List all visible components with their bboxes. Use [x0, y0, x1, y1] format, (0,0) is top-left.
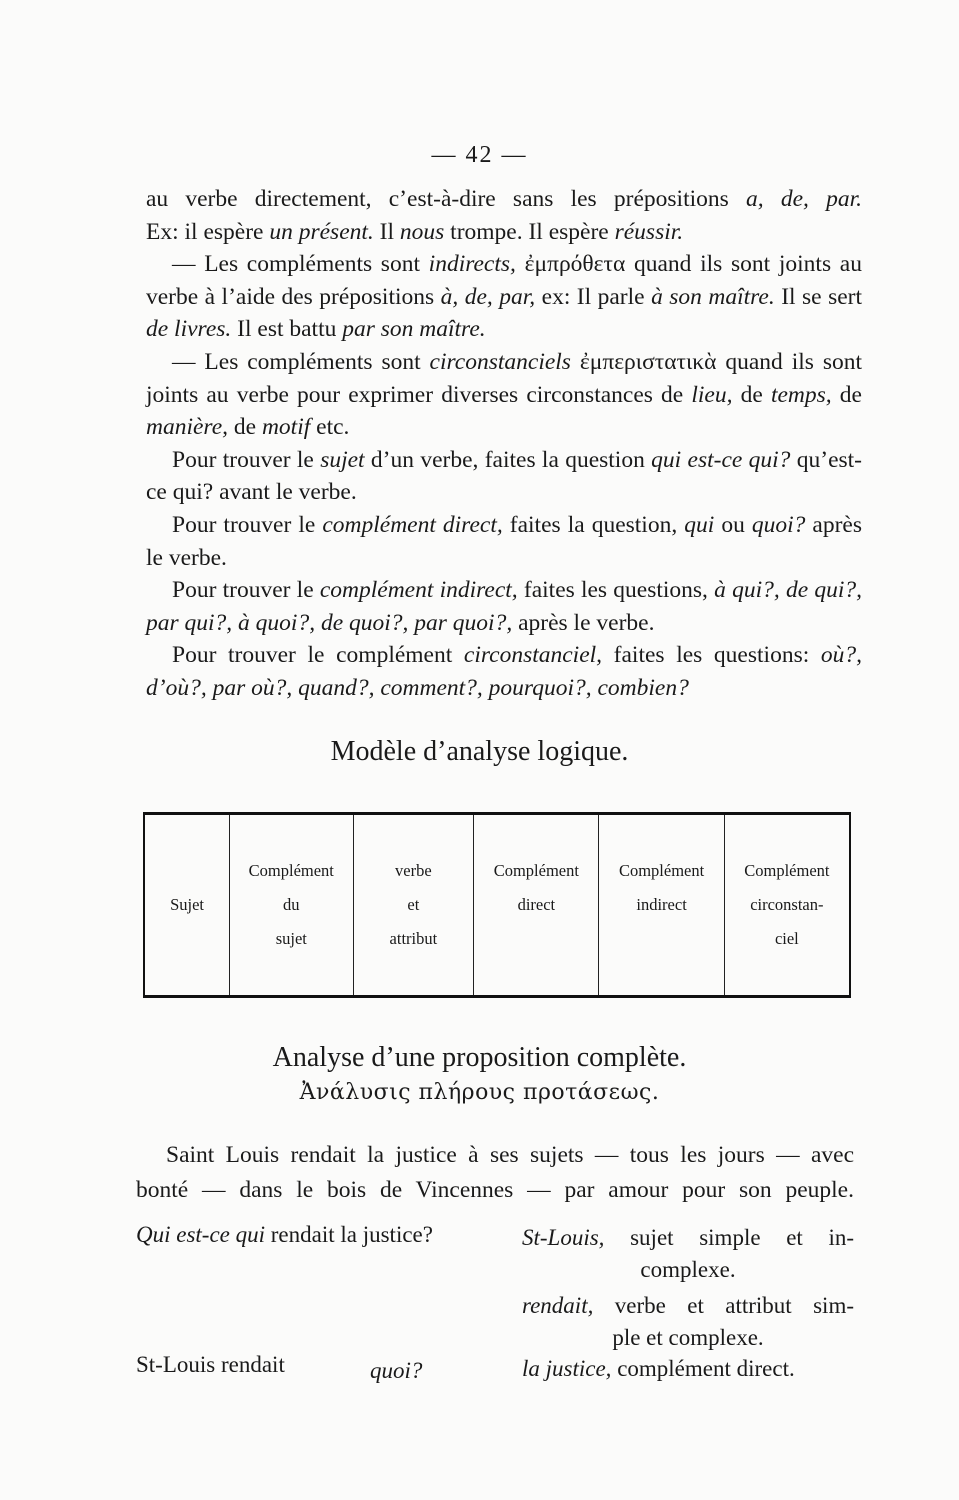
- table-cell-sujet: Sujet: [144, 814, 230, 997]
- question-direct: quoi?: [370, 1358, 423, 1383]
- paragraph: [146, 639, 862, 704]
- italic-text: à, de, par,: [440, 283, 536, 310]
- text-run: etc.: [310, 414, 350, 441]
- sentence-line: bonté — dans le bois de Vincennes — par amour pour son peuple.: [136, 1177, 854, 1203]
- italic-text: indirects,: [428, 251, 516, 278]
- italic-text: temps,: [770, 381, 832, 408]
- answer-text: complément direct.: [617, 1356, 795, 1381]
- text-run: Il est battu: [231, 316, 343, 343]
- answer-text: verbe et attribut sim-: [614, 1293, 855, 1318]
- text-run: Pour trouver le: [172, 446, 321, 473]
- text-run: faites la question,: [502, 511, 685, 538]
- paragraph: [146, 248, 862, 346]
- text-run: ou: [714, 511, 752, 538]
- greek-title: Ἀνάλυσις πλήρους προτάσεως.: [299, 1080, 660, 1105]
- analysis-title: Analyse d’une proposition complète.: [272, 1042, 687, 1073]
- text-run: qu’est-ce qui? avant le verbe.: [146, 446, 863, 506]
- italic-text: qui est-ce qui?: [651, 446, 791, 473]
- italic-text: manière,: [146, 414, 229, 441]
- italic-text: a, de, par.: [746, 186, 862, 212]
- answer-direct: [522, 1356, 795, 1382]
- model-title: Modèle d’analyse logique.: [330, 736, 629, 767]
- italic-text: qui: [684, 511, 715, 538]
- text-run: — Les compléments sont: [172, 251, 429, 278]
- question-subject: [136, 1222, 433, 1248]
- italic-text: lieu,: [691, 381, 733, 408]
- text-run: faites les questions:: [602, 642, 821, 669]
- italic-text: réussir.: [614, 218, 684, 245]
- italic-text: à son maître.: [651, 283, 775, 310]
- italic-text: complément direct,: [322, 511, 503, 538]
- text-run: — Les compléments sont: [172, 348, 430, 375]
- text-run: Ex: il espère: [146, 218, 270, 245]
- italic-text: complément indirect,: [319, 577, 518, 604]
- text-run: faites les questions,: [517, 577, 715, 604]
- italic-text: de livres.: [146, 316, 232, 343]
- question-text: Qui est-ce qui: [136, 1222, 266, 1247]
- table-cell-complement-indirect: Complément indirect: [599, 814, 724, 997]
- paragraph: [146, 183, 862, 216]
- table-cell-complement-circonstanciel: Complément circonstan- ciel: [724, 814, 850, 997]
- paragraph: [146, 346, 862, 444]
- page-number: — 42 —: [431, 142, 528, 168]
- text-run: Il: [373, 218, 400, 245]
- paragraph: [146, 509, 862, 574]
- answer-cont: ple et complexe.: [612, 1325, 764, 1350]
- text-run: ex: Il parle: [535, 283, 652, 310]
- paragraph: [146, 574, 862, 639]
- answer-cont: complexe.: [640, 1257, 736, 1282]
- question-rest: rendait la justice?: [270, 1222, 433, 1247]
- example-sentence: [136, 1138, 854, 1208]
- text-run: trompe. Il espère: [444, 218, 615, 245]
- text-run: Il se sert: [774, 283, 862, 310]
- table-cell-complement-sujet: Complément du sujet: [230, 814, 353, 997]
- answer-name: rendait,: [522, 1293, 594, 1318]
- text-run: d’un verbe, faites la question: [364, 446, 652, 473]
- body-text: [146, 183, 862, 705]
- text-run: Pour trouver le: [172, 577, 320, 604]
- text-run: après le verbe.: [146, 511, 863, 571]
- paragraph: [146, 216, 862, 249]
- question-direct-lead: St-Louis rendait: [136, 1352, 285, 1377]
- text-run: ἐμπεριστατικὰ quand ils sont joints au verbe pour exprimer diverses circonstances de: [146, 348, 862, 408]
- analysis-model-table: [143, 812, 851, 998]
- text-run: de: [228, 414, 262, 441]
- paragraph: [146, 444, 862, 509]
- italic-text: quoi?: [751, 511, 806, 538]
- answer-verb: [522, 1290, 854, 1354]
- italic-text: un présent.: [269, 218, 374, 245]
- text-run: ἐμπρόθετα quand ils sont joints au verbe à l’aide des prépositions: [146, 251, 862, 310]
- text-run: Pour trouver le: [172, 511, 323, 538]
- text-run: après le verbe.: [512, 609, 655, 636]
- sentence-line: Saint Louis rendait la justice à ses sujets — tous les jours — avec: [166, 1142, 854, 1168]
- answer-name: St-Louis,: [522, 1225, 605, 1250]
- text-run: de: [831, 381, 862, 408]
- italic-text: à qui?, de qui?, par qui?, à quoi?, de quoi?, par quoi?,: [146, 577, 862, 636]
- table-cell-complement-direct: Complément direct: [474, 814, 599, 997]
- text-run: Pour trouver le complément: [172, 642, 464, 669]
- text-run: au verbe directement, c’est-à-dire sans les prépositions: [146, 186, 746, 212]
- answer-name: la justice,: [522, 1356, 612, 1381]
- italic-text: par son maître.: [342, 316, 486, 343]
- answer-subject: [522, 1222, 854, 1286]
- table-row: [144, 814, 850, 997]
- italic-text: circonstanciels: [429, 348, 571, 375]
- italic-text: nous: [399, 218, 445, 245]
- table-cell-verbe: verbe et attribut: [353, 814, 474, 997]
- italic-text: sujet: [320, 446, 365, 473]
- italic-text: circonstanciel,: [463, 642, 603, 669]
- text-run: de: [732, 381, 771, 408]
- italic-text: où?, d’où?, par où?, quand?, comment?, pourquoi?, combien?: [146, 642, 862, 701]
- italic-text: motif: [261, 414, 311, 441]
- answer-text: sujet simple et in-: [630, 1225, 855, 1250]
